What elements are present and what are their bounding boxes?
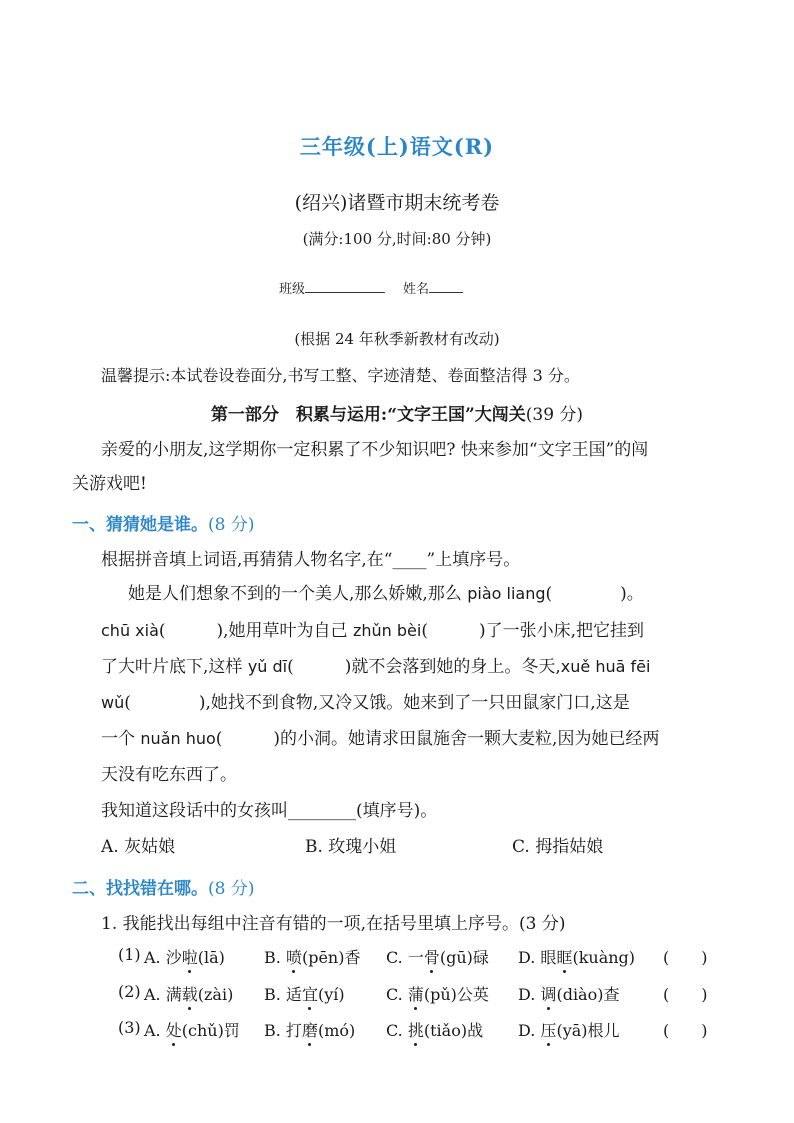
pinyin-yudi: yǔ dī	[247, 657, 288, 676]
section2-heading	[72, 874, 254, 899]
exam-subtitle: (绍兴)诸暨市期末统考卷	[294, 192, 500, 214]
pinyin-piaoliang: piào liang	[467, 584, 546, 603]
q1-row-3-opt-c[interactable]: C. 挑(tiǎo)战	[386, 1021, 484, 1040]
passage-line-4	[101, 688, 630, 713]
q1-row-2-num: (2)	[118, 982, 141, 1001]
answer-blank[interactable]: ( )的小洞。她请求田鼠施舍一颗大麦粒,因为她已经两	[215, 729, 660, 749]
passage-text: 了大叶片底下,这样	[101, 657, 243, 677]
intro-line-2: 关游戏吧!	[72, 474, 147, 494]
option-a[interactable]: A. 灰姑娘	[101, 837, 176, 857]
q1-row-2-opt-c[interactable]: C. 蒲(pǔ)公英	[386, 985, 489, 1004]
q1-row-1-opt-b[interactable]: B. 喷(pēn)香	[264, 948, 361, 967]
passage-text: 一个	[101, 729, 135, 749]
section1-title: 一、猜猜她是谁。	[72, 515, 208, 535]
class-blank[interactable]	[305, 280, 385, 293]
passage-line-6: 天没有吃东西了。	[101, 765, 237, 785]
q1-row-3-answer[interactable]: ( )	[663, 1021, 708, 1040]
q1-row-2-answer[interactable]: ( )	[663, 985, 708, 1004]
passage-line-3	[101, 652, 650, 677]
q1-row-2-opt-a[interactable]: A. 满载(zài)	[144, 985, 234, 1004]
answer-blank[interactable]: ( ),她用草叶为自己	[158, 621, 348, 641]
warm-tip: 温馨提示:本试卷设卷面分,书写工整、字迹清楚、卷面整洁得 3 分。	[101, 366, 580, 385]
section1-points: (8 分)	[208, 515, 255, 535]
section2-points: (8 分)	[208, 879, 255, 899]
pinyin-wu: wǔ	[101, 693, 125, 712]
name-label: 姓名	[403, 282, 430, 297]
revision-note: (根据 24 年秋季新教材有改动)	[294, 330, 500, 348]
name-field[interactable]	[403, 278, 463, 297]
part1-title: 第一部分 积累与运用:“文字王国”大闯关	[210, 405, 526, 425]
pinyin-zhunbei: zhǔn bèi	[352, 621, 422, 640]
q1-row-1-opt-a[interactable]: A. 沙啦(lā)	[144, 948, 225, 967]
q1-row-3-opt-a[interactable]: A. 处(chǔ)罚	[144, 1021, 240, 1040]
q1-row-2-opt-d[interactable]: D. 调(diào)查	[518, 985, 620, 1004]
answer-blank[interactable]: ( ),她找不到食物,又冷又饿。她来到了一只田鼠家门口,这是	[124, 693, 630, 713]
page-title: 三年级(上)语文(R)	[299, 134, 495, 159]
q1-row-3-opt-d[interactable]: D. 压(yā)根儿	[518, 1021, 620, 1040]
passage-line-5	[101, 724, 659, 749]
part1-points: (39 分)	[525, 405, 584, 425]
q1-row-1-num: (1)	[118, 945, 141, 964]
q1-row-1-opt-d[interactable]: D. 眼眶(kuàng)	[518, 948, 636, 967]
passage-line-1	[128, 579, 644, 604]
section1-question[interactable]: 我知道这段话中的女孩叫________(填序号)。	[101, 801, 438, 821]
section2-title: 二、找找错在哪。	[72, 879, 208, 899]
section2-q1: 1. 我能找出每组中注音有错的一项,在括号里填上序号。(3 分)	[101, 914, 566, 934]
q1-row-1-opt-c[interactable]: C. 一骨(gū)碌	[386, 948, 489, 967]
pinyin-xuehuafei: xuě huā fēi	[560, 657, 651, 676]
pinyin-nuanhuo: nuǎn huo	[140, 729, 216, 748]
option-b[interactable]: B. 玫瑰小姐	[305, 837, 397, 857]
q1-row-3-opt-b[interactable]: B. 打磨(mó)	[264, 1021, 356, 1040]
answer-blank[interactable]: ( )了一张小床,把它挂到	[421, 621, 644, 641]
score-time-info: (满分:100 分,时间:80 分钟)	[302, 230, 492, 248]
pinyin-chuxia: chū xià	[101, 621, 159, 640]
class-label: 班级	[279, 282, 306, 297]
intro-line-1: 亲爱的小朋友,这学期你一定积累了不少知识吧? 快来参加“文字王国”的闯	[101, 440, 649, 460]
answer-blank[interactable]: ( )就不会落到她的身上。冬天,	[287, 657, 561, 677]
part1-heading	[0, 400, 794, 425]
section1-heading	[72, 510, 254, 535]
section1-instruction: 根据拼音填上词语,再猜猜人物名字,在“____”上填序号。	[101, 550, 521, 570]
passage-line-2	[101, 616, 644, 641]
q1-row-1-answer[interactable]: ( )	[663, 948, 708, 967]
q1-row-2-opt-b[interactable]: B. 适宜(yí)	[264, 985, 345, 1004]
class-field[interactable]	[279, 278, 385, 297]
name-blank[interactable]	[429, 280, 463, 293]
passage-text: 她是人们想象不到的一个美人,那么娇嫩,那么	[128, 584, 462, 604]
option-c[interactable]: C. 拇指姑娘	[512, 837, 604, 857]
answer-blank[interactable]: ( )。	[545, 584, 644, 604]
q1-row-3-num: (3)	[118, 1018, 141, 1037]
